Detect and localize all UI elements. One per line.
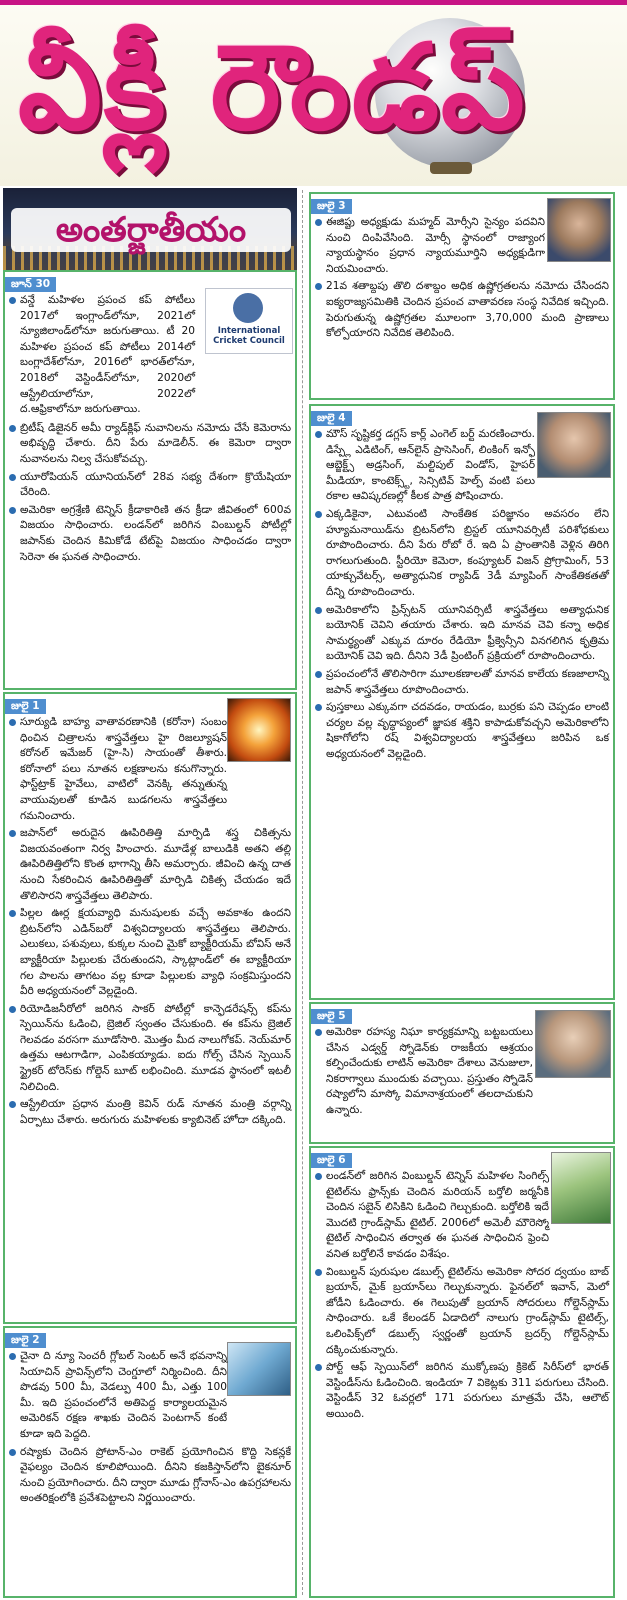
news-box-july2: [3, 1326, 297, 1598]
date-label: జులై 5: [311, 1009, 352, 1024]
icc-logo: [205, 288, 293, 354]
section-header: [3, 188, 297, 270]
portrait-photo: [535, 1010, 611, 1078]
sun-corona-photo: [227, 698, 291, 762]
news-list: [5, 714, 295, 1128]
tennis-player-photo: [551, 1152, 611, 1224]
date-label: జూన్ 30: [5, 277, 56, 292]
news-item: వింబుల్డన్ పురుషుల డబుల్స్ టైటిల్‌ను అమెరికా సోదర ద్వయం బాబ్ బ్రయాన్, మైక్ బ్రయాన్‌లు గెల్చుకున్నారు. ఫైనల్‌లో ఇవాన్, మెలో జోడీని ఓడించారు. ఈ గెలుపుతో బ్రయాన్ సోదరులు గోల్డెన్‌స్లామ్ సాధించారు. ఒకే కేలండర్ ఏడాదిలో నాలుగు గ్రాండ్‌స్లామ్ టైటిల్స్, ఒలింపిక్స్‌లో డబుల్స్ స్వర్ణంతో బ్రయాన్ బ్రదర్స్ గోల్డెన్‌స్లామ్ దక్కించుకున్నారు.: [315, 1265, 609, 1359]
news-box-july1: [3, 692, 297, 1324]
news-box-july6: [309, 1146, 615, 1598]
news-item: పోర్ట్ ఆఫ్ స్పెయిన్‌లో జరిగిన ముక్కోణపు క్రికెట్ సిరీస్‌లో భారత్ వెస్టిండీస్‌ను ఓడించింది. ఇండియా 7 వికెట్లకు 311 పరుగులు చేసింది. వెస్టిండీస్ 32 ఓవర్లలో 171 పరుగులు మాత్రమే చేసి, ఆలౌట్ అయింది.: [315, 1360, 609, 1422]
column-divider: [302, 190, 304, 1595]
news-item: జపాన్‌లో అరుదైన ఊపిరితిత్తి మార్పిడి శస్త్ర చికిత్సను విజయవంతంగా నిర్వ హించారు. మూడేళ్ల బాలుడికి అతని తల్లి ఊపిరితిత్తిలోని కొంత భాగాన్ని తీసి అమర్చారు. జీవించి ఉన్న దాత నుంచి సేకరించిన ఊపిరితిత్తితో మార్పిడి చికిత్స చేయడం ఇదే తొలిసారని శాస్త్రవేత్తలు తెలిపారు.: [9, 826, 291, 904]
news-item: ప్రపంచంలోనే తొలిసారిగా మూలకణాలతో మానవ కాలేయ కణజాలాన్ని జపాన్ శాస్త్రవేత్తలు రూపొందించారు.: [315, 667, 609, 698]
banner-title: వీక్లీ రౌండప్: [18, 18, 527, 156]
date-label: జులై 4: [311, 411, 352, 426]
section-title: అంతర్జాతీయం: [11, 208, 291, 252]
news-item: మౌస్ సృష్టికర్త డగ్లస్ కార్ల్ ఎంగెల్ బర్ట్ మరణించారు. డిస్ప్లే ఎడిటింగ్, ఆన్‌లైన్ ప్రాసెసింగ్, లింకింగ్ ఇన్ఫో ఆబ్జెక్ట్స్ అడ్రసింగ్, మల్టిపుల్ విండోస్, హైపర్ మీడియా, కాంటెక్స్ట్, సెన్సిటివ్ హెల్ప్ వంటి పలు రకాల ఆవిష్కరణల్లో కీలక పాత్ర పోషించారు.: [315, 427, 535, 505]
news-box-june30: [3, 270, 297, 690]
news-box-july5: [309, 1002, 615, 1144]
news-list: [5, 292, 199, 418]
banner: [0, 0, 627, 186]
date-label: జులై 2: [5, 1333, 46, 1348]
news-item: పిల్లల ఊర్ల క్షయవ్యాధి మనుషులకు వచ్చే అవకాశం ఉందని బ్రిటన్‌లోని ఎడిన్‌బరో విశ్వవిద్యాలయ శాస్త్రవేత్తలు తెలిపారు. ఎలుకలు, పశువులు, కుక్కల నుంచి మైకో బ్యాక్టీరియమ్ బోవిస్ అనే బ్యాక్టీరియా పిల్లులకు చేరుతుందని, స్కాట్లాండ్‌లో ఈ బ్యాక్టీరియా గల పాలను తాగటం వల్ల కూడా పిల్లులకు వ్యాధి సంక్రమిస్తుందని వీరి అధ్యయనంలో వెల్లడైంది.: [9, 906, 291, 1000]
globe-stand: [430, 162, 472, 174]
news-item: చైనా ది న్యూ సెంచరీ గ్లోబల్ సెంటర్ అనే భవనాన్ని సియాచిన్ ప్రావిన్స్‌లోని చెంగ్డూలో నిర్మించింది. దీని పొడవు 500 మీ, వెడల్పు 400 మీ, ఎత్తు 100 మీ. ఇది ప్రపంచంలోనే అతిపెద్ద కార్యాలయమైన అమెరికన్ రక్షణ శాఖకు చెందిన పెంటగాన్ కంటే కూడా ఇది పెద్దది.: [9, 1349, 227, 1443]
portrait-photo: [537, 412, 611, 478]
news-item: లండన్‌లో జరిగిన వింబుల్డన్ టెన్నిస్ మహిళల సింగిల్స్ టైటిల్‌ను ఫ్రాన్స్‌కు చెందిన మరియన్ బర్తోలి జర్మనీకి చెందిన సబైన్ లిసికిని ఓడించి గెల్చుకుంది. బర్తోలికి ఇదే మొదటి గ్రాండ్‌స్లామ్ టైటిల్. 2006లో అమెలీ మౌరెస్మో టైటిల్ సాధించిన తర్వాత ఈ ఘనత సాధించిన ఫ్రెంచి వనిత బర్తోలినే కావడం విశేషం.: [315, 1169, 549, 1263]
portrait-photo: [547, 198, 611, 262]
news-item: సూర్యుడి బాహ్య వాతావరణానికి (కరోనా) సంబం ధించిన చిత్రాలను శాస్త్రవేత్తలు హై రిజల్యూషన్ కరోనల్ ఇమేజర్ (హై-సి) సాయంతో తీశారు. కరోనాలో పలు నూతన లక్షణాలను కనుగొన్నారు. ఫాస్ట్‌ట్రాక్ హైవేలు, వాటిలో వెనక్కి తన్నుతున్న వాయువులతో కూడిన బుడగలను శాస్త్రవేత్తలు గమనించారు.: [9, 715, 227, 824]
news-item: వన్డే మహిళల ప్రపంచ కప్ పోటీలు 2017లో ఇంగ్లాండ్‌లోనూ, 2021లో న్యూజిలాండ్‌లోనూ జరుగుతాయి. టీ 20 మహిళల ప్రపంచ కప్ పోటీలు 2014లో బంగ్లాదేశ్‌లోనూ, 2016లో భారత్‌లోనూ, 2018లో వెస్టిండీస్‌లోనూ, 2020లో ఆస్ట్రేలియాలోనూ, 2022లో ద.ఆఫ్రికాలోనూ జరుగుతాయి.: [9, 293, 195, 418]
news-item: అమెరికా రహస్య నిఘా కార్యక్రమాన్ని బట్టబయలు చేసిన ఎడ్వర్డ్ స్నోడెన్‌కు రాజకీయ ఆశ్రయం కల్పించేందుకు లాటిన్ అమెరికా దేశాలు వెనుజులా, నికరాగ్వాలు ముందుకు వచ్చాయి. ప్రస్తుతం స్నోడెన్ రష్యాలోని మాస్కో విమానాశ్రయంలో తలదాచుకుని ఉన్నారు.: [315, 1025, 533, 1119]
news-item: రష్యాకు చెందిన ప్రోటాన్-ఎం రాకెట్ ప్రయోగించిన కొద్ది సెకన్లకే వైఫల్యం చెందిన కూలిపోయింది. దీనిని కజకిస్తాన్‌లోని బైకనూర్ నుంచి ప్రయోగించారు. దీని ద్వారా మూడు గ్లోనాస్-ఎం ఉపగ్రహాలను అంతరిక్షంలోకి ప్రవేశపెట్టాలని నిర్ణయించారు.: [9, 1445, 291, 1507]
date-label: జులై 3: [311, 199, 352, 214]
news-item: ఈజిప్టు అధ్యక్షుడు మహ్మద్ మోర్సీని సైన్యం పదవిని నుంచి దింపివేసింది. మోర్సీ స్థానంలో రాజ్యాంగ న్యాయస్థానం ప్రధాన న్యాయమూర్తిని అధ్యక్షుడిగా నియమించారు.: [315, 215, 545, 277]
news-item: ఎక్కడికైనా, ఎటువంటి సాంకేతిక పరిజ్ఞానం అవసరం లేని హ్యూమనాయిడ్‌ను బ్రిటన్‌లోని బ్రిస్టల్ యూనివర్సిటీ పరిశోధకులు రూపొందించారు. దీని పేరు రోబో రే. ఇది ఏ ప్రాంతానికి వెళ్లిన తిరిగి రాగలుగుతుంది. స్టీరియో కెమెరా, కంప్యూటర్ విజన్ ప్రోగ్రామింగ్, 53 యాక్చువేటర్స్, అత్యాధునిక ర్యాపిడ్ 3డీ మ్యాపింగ్ సాంకేతికతతో దీన్ని రూపొందించారు.: [315, 507, 609, 601]
banner-top-bar: [0, 0, 627, 5]
building-photo: [227, 1342, 291, 1396]
news-item: యూరోపియన్ యూనియన్‌లో 28వ సభ్య దేశంగా క్రొయేషియా చేరింది.: [9, 470, 291, 501]
news-box-july4: [309, 404, 615, 1000]
news-item: అమెరికాలోని ప్రిన్స్‌టన్ యూనివర్సిటీ శాస్త్రవేత్తలు అత్యాధునిక బయోనిక్ చెవిని తయారు చేశారు. ఇది మానవ చెవి కన్నా అధిక సామర్థ్యంతో ఎక్కువ దూరం రేడియో ఫ్రీక్వెన్సీని వినగలిగిన కృత్రిమ బయోనిక్ చెవి ఇది. దీనిని 3డీ ప్రింటింగ్ ప్రక్రియలో రూపొందించారు.: [315, 603, 609, 665]
news-item: అమెరికా అగ్రశ్రేణి టెన్నిస్ క్రీడాకారిణి తన క్రీడా జీవితంలో 600వ విజయం సాధించారు. లండన్‌లో జరిగిన వింబుల్డన్ పోటీల్లో జపాన్‌కు చెందిన కిమికోడే టేట్‌పై విజయం సాధించడం ద్వారా సెరెనా ఈ ఘనత సాధించారు.: [9, 503, 291, 565]
news-box-july3: [309, 192, 615, 400]
icc-logo-text: International Cricket Council: [213, 326, 285, 346]
news-list: [5, 420, 295, 565]
news-item: 21వ శతాబ్దపు తొలి దశాబ్దం అధిక ఉష్ణోగ్రతలను నమోదు చేసిందని ఐక్యరాజ్యసమితికి చెందిన ప్రపంచ వాతావరణ సంస్థ నివేదిక ఇచ్చింది. పెరుగుతున్న ఉష్ణోగ్రతల మూలంగా 3,70,000 మంది ప్రాణాలు కోల్పోయారని నివేదిక తెలిపింది.: [315, 279, 609, 341]
news-item: పుస్తకాలు ఎక్కువగా చదవడం, రాయడం, బుర్రకు పని చెప్పడం లాంటి చర్యల వల్ల వృద్ధాప్యంలో జ్ఞాపక శక్తిని కాపాడుకోవచ్చని అమెరికాలోని షికాగోలోని రష్ విశ్వవిద్యాలయ శాస్త్రవేత్తలు జరిపిన ఒక అధ్యయనంలో వెల్లడైంది.: [315, 700, 609, 762]
date-label: జులై 1: [5, 699, 46, 714]
news-item: ఆస్ట్రేలియా ప్రధాన మంత్రి కెవిన్ రుడ్ నూతన మంత్రి వర్గాన్ని ఏర్పాటు చేశారు. అరుగురు మహిళలకు క్యాబినెట్ హోదా దక్కింది.: [9, 1097, 291, 1128]
date-label: జులై 6: [311, 1153, 352, 1168]
news-item: రియోడిజనీరోలో జరిగిన సాకర్ పోటీల్లో కాన్ఫెడరేషన్స్ కప్‌ను స్పెయిన్‌ను ఓడించి, బ్రెజిల్ స్వంతం చేసుకుంది. ఈ కప్‌ను బ్రెజిల్ గెలవడం వరసగా మూడోసారి. మొత్తం మీద నాలుగోకప్. నెయ్‌మార్ ఉత్తమ ఆటగాడిగా, ఎంపికయ్యాడు. ఐదు గోల్స్ చేసిన స్పెయిన్ స్ట్రైకర్ టోరెస్‌కు గోల్డెన్ బూట్ లభించింది. మూడవ స్థానంలో ఇటలీ నిలిచింది.: [9, 1002, 291, 1096]
icc-emblem-icon: [233, 293, 263, 323]
news-item: బ్రిటీష్ డిజైనర్ అమీ ర్యాడ్‌క్లిఫ్ నువానిలను నమోదు చేసే కెమెరాను అభివృద్ధి చేశారు. దీని పేరు మాడెలీన్. ఈ కెమెరా ద్వారా నువానలను నిల్వ చేసుకోవచ్చు.: [9, 421, 291, 468]
